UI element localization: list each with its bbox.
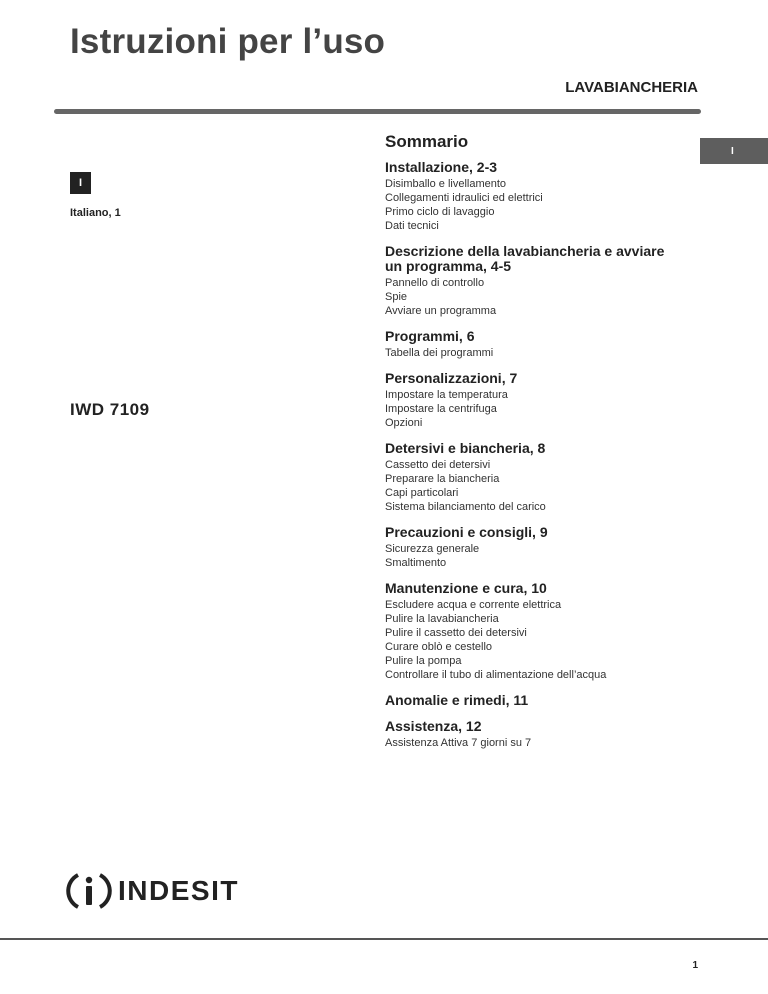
toc-sections bbox=[385, 160, 685, 750]
toc-subitem: Pulire la lavabiancheria bbox=[385, 613, 499, 625]
document-title: Istruzioni per l’uso bbox=[70, 22, 386, 61]
toc-title: Sommario bbox=[385, 132, 469, 151]
toc-subitem: Curare oblò e cestello bbox=[385, 641, 493, 653]
toc-subitem: Cassetto dei detersivi bbox=[385, 459, 491, 471]
toc-subitem: Disimballo e livellamento bbox=[385, 178, 507, 190]
toc-section-heading: Programmi, 6 bbox=[385, 328, 475, 344]
toc-subitem: Pulire il cassetto dei detersivi bbox=[385, 627, 527, 639]
toc-subitem: Avviare un programma bbox=[385, 305, 497, 317]
toc-section bbox=[385, 441, 685, 514]
language-label: Italiano, 1 bbox=[70, 207, 121, 219]
toc-subitem: Impostare la temperatura bbox=[385, 389, 508, 401]
toc-section-heading: Detersivi e biancheria, 8 bbox=[385, 440, 546, 456]
model-number: IWD 7109 bbox=[70, 400, 150, 419]
toc-section-heading: Personalizzazioni, 7 bbox=[385, 370, 518, 386]
brand-name: INDESIT bbox=[118, 875, 239, 906]
toc-subitem: Collegamenti idraulici ed elettrici bbox=[385, 192, 543, 204]
toc-subitem: Pannello di controllo bbox=[385, 277, 485, 289]
toc-section-heading: Precauzioni e consigli, 9 bbox=[385, 524, 548, 540]
toc-section-heading: Manutenzione e cura, 10 bbox=[385, 580, 547, 596]
toc-section-heading: Descrizione della lavabiancheria e avviare un programma, 4-5 bbox=[385, 243, 665, 274]
brand-logo bbox=[66, 871, 239, 911]
toc-section bbox=[385, 525, 685, 570]
toc-section bbox=[385, 371, 685, 430]
toc-subitem: Primo ciclo di lavaggio bbox=[385, 206, 495, 218]
toc-section-heading: Assistenza, 12 bbox=[385, 718, 482, 734]
footer-divider bbox=[0, 938, 768, 940]
indesit-logo-icon bbox=[66, 871, 112, 911]
toc-section bbox=[385, 329, 685, 360]
toc-subitem: Smaltimento bbox=[385, 557, 447, 569]
toc-subitem: Tabella dei programmi bbox=[385, 347, 494, 359]
toc-section bbox=[385, 719, 685, 750]
toc-subitem: Sistema bilanciamento del carico bbox=[385, 501, 546, 513]
toc-subitem: Dati tecnici bbox=[385, 220, 439, 232]
toc-subitem: Controllare il tubo di alimentazione dell’acqua bbox=[385, 669, 607, 681]
header-divider bbox=[54, 109, 701, 114]
toc-section bbox=[385, 693, 685, 708]
toc-section bbox=[385, 160, 685, 233]
language-badge: I bbox=[70, 172, 91, 194]
table-of-contents bbox=[385, 132, 685, 761]
toc-subitem: Preparare la biancheria bbox=[385, 473, 500, 485]
toc-subitem: Spie bbox=[385, 291, 408, 303]
language-side-tab: I bbox=[700, 138, 768, 164]
toc-section-heading: Anomalie e rimedi, 11 bbox=[385, 692, 529, 708]
toc-subitem: Opzioni bbox=[385, 417, 423, 429]
toc-subitem: Impostare la centrifuga bbox=[385, 403, 497, 415]
toc-section bbox=[385, 244, 685, 318]
toc-subitem: Capi particolari bbox=[385, 487, 459, 499]
toc-subitem: Escludere acqua e corrente elettrica bbox=[385, 599, 562, 611]
toc-section-heading: Installazione, 2-3 bbox=[385, 159, 498, 175]
toc-subitem: Sicurezza generale bbox=[385, 543, 480, 555]
toc-subitem: Assistenza Attiva 7 giorni su 7 bbox=[385, 737, 532, 749]
toc-subitem: Pulire la pompa bbox=[385, 655, 462, 667]
toc-section bbox=[385, 581, 685, 682]
product-type: LAVABIANCHERIA bbox=[565, 79, 698, 96]
page-number: 1 bbox=[692, 960, 698, 971]
